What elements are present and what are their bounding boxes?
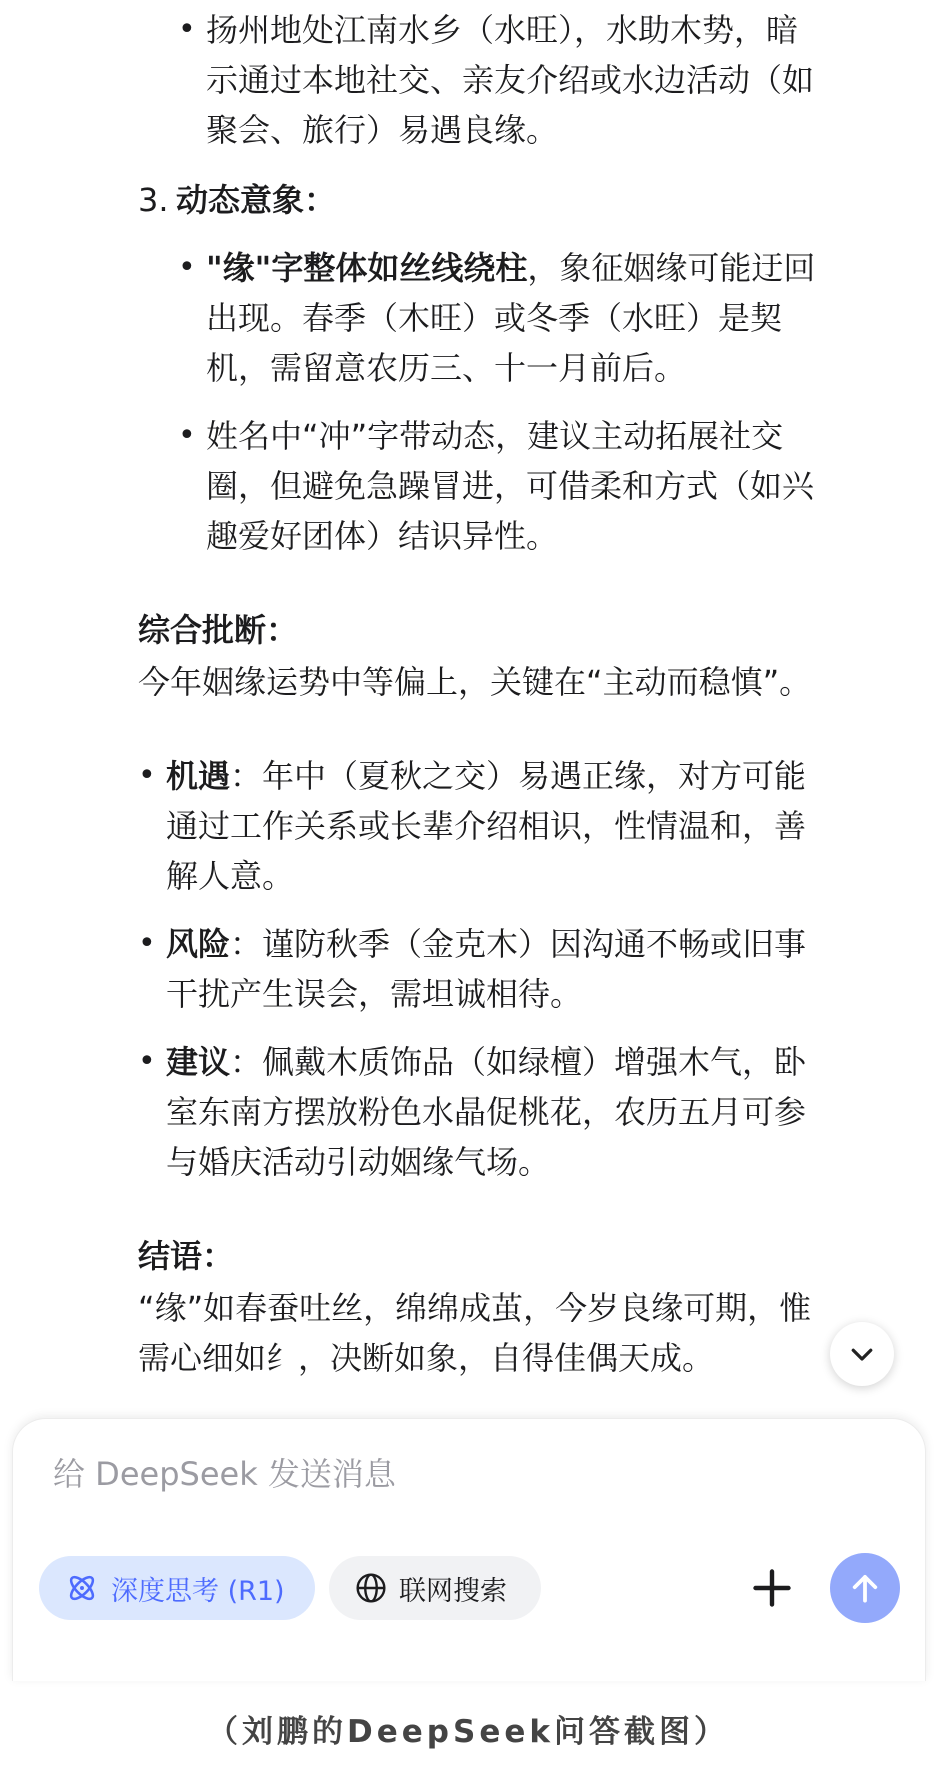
- bullet-dot: •: [178, 418, 196, 453]
- message-text: 趣爱好团体）结识异性。: [206, 517, 559, 555]
- message-text: “缘”如春蚕吐丝，绵绵成茧，今岁良缘可期，惟: [138, 1289, 812, 1327]
- bullet-dot: •: [178, 12, 196, 47]
- chevron-down-icon: [847, 1339, 877, 1369]
- bullet-dot: •: [138, 926, 156, 961]
- item-text: ：谨防秋季（金克木）因沟通不畅或旧事: [230, 925, 807, 963]
- message-text: 扬州地处江南水乡（水旺），水助木势，暗: [206, 11, 799, 49]
- arrow-up-icon: [846, 1569, 884, 1607]
- item-label: 机遇: [166, 757, 231, 795]
- item-bold-text: "缘"字整体如丝线绕柱: [206, 249, 528, 287]
- deep-think-button[interactable]: [39, 1556, 315, 1620]
- message-input[interactable]: 给 DeepSeek 发送消息: [53, 1455, 396, 1493]
- message-text: 室东南方摆放粉色水晶促桃花，农历五月可参: [166, 1093, 807, 1131]
- plus-icon: [750, 1566, 794, 1610]
- web-search-button[interactable]: [329, 1556, 541, 1620]
- globe-icon: [355, 1572, 387, 1604]
- image-caption: （刘鹏的DeepSeek问答截图）: [207, 1714, 729, 1750]
- message-text: 需心细如纟，决断如象，自得佳偶天成。: [138, 1339, 715, 1377]
- web-search-label: 联网搜索: [399, 1575, 507, 1607]
- item-label: 风险: [166, 925, 231, 963]
- section-heading: 综合批断：: [138, 611, 299, 649]
- message-text: 解人意。: [166, 857, 295, 895]
- message-text: 与婚庆活动引动姻缘气场。: [166, 1143, 551, 1181]
- atom-icon: [65, 1571, 99, 1605]
- bullet-dot: •: [138, 758, 156, 793]
- bullet-dot: •: [178, 250, 196, 285]
- list-item: [166, 924, 806, 964]
- message-text: 机，需留意农历三、十一月前后。: [206, 349, 687, 387]
- list-item: [166, 1042, 806, 1082]
- send-button[interactable]: [830, 1553, 900, 1623]
- message-text: 聚会、旅行）易遇良缘。: [206, 111, 559, 149]
- item-text: ：佩戴木质饰品（如绿檀）增强木气，卧: [230, 1043, 807, 1081]
- scroll-to-bottom-button[interactable]: [830, 1322, 894, 1386]
- section-heading: 动态意象：: [176, 181, 337, 219]
- attach-button[interactable]: [745, 1561, 799, 1615]
- bullet-dot: •: [138, 1044, 156, 1079]
- message-text: 示通过本地社交、亲友介绍或水边活动（如: [206, 61, 815, 99]
- item-text: ，象征姻缘可能迂回: [527, 249, 816, 287]
- message-text: 圈，但避免急躁冒进，可借柔和方式（如兴: [206, 467, 815, 505]
- item-label: 建议: [166, 1043, 231, 1081]
- message-text: 干扰产生误会，需坦诚相待。: [166, 975, 583, 1013]
- list-item: [206, 248, 815, 288]
- message-text: 出现。春季（木旺）或冬季（水旺）是契: [206, 299, 783, 337]
- message-composer: [12, 1418, 926, 1681]
- list-item: [166, 756, 806, 796]
- message-text: 姓名中“冲”字带动态，建议主动拓展社交: [206, 417, 784, 455]
- deep-think-label: 深度思考 (R1): [111, 1575, 285, 1607]
- message-text: 今年姻缘运势中等偏上，关键在“主动而稳慎”。: [138, 663, 812, 701]
- message-text: 通过工作关系或长辈介绍相识，性情温和，善: [166, 807, 807, 845]
- list-number: 3.: [138, 181, 169, 219]
- section-heading: 结语：: [138, 1237, 235, 1275]
- item-text: ：年中（夏秋之交）易遇正缘，对方可能: [230, 757, 807, 795]
